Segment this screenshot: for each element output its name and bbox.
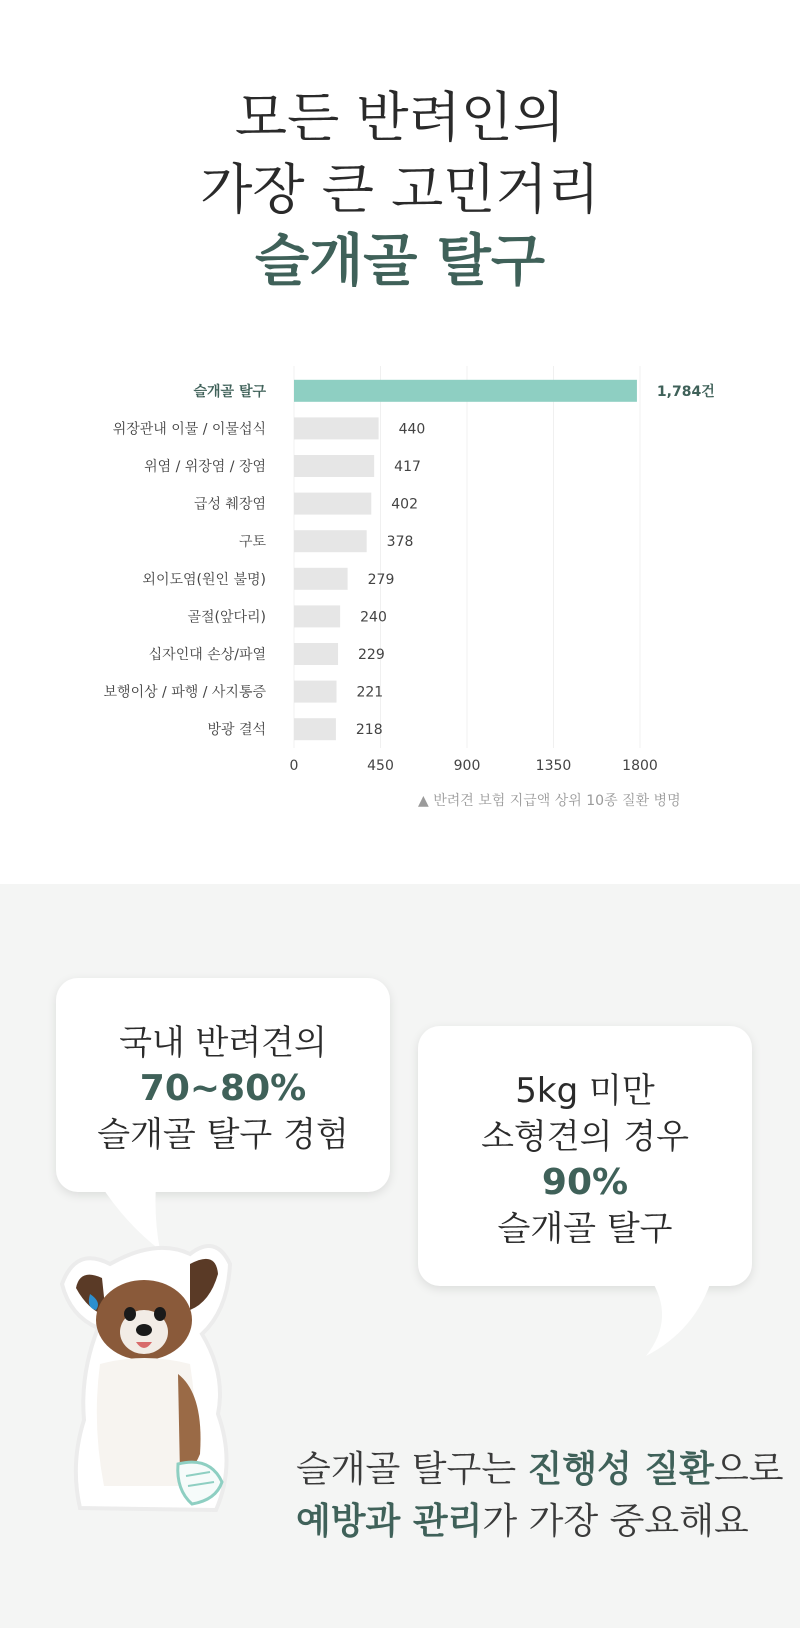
value-label: 1,784건 [656, 383, 715, 400]
category-label: 슬개골 탈구 [193, 383, 266, 400]
value-label: 440 [398, 421, 426, 438]
category-label: 급성 췌장염 [193, 496, 266, 513]
closing-message [296, 1444, 786, 1548]
x-tick-label: 450 [367, 758, 394, 774]
category-label: 위염 / 위장염 / 장염 [144, 459, 266, 475]
chart-caption: ▲ 반려견 보험 지급액 상위 10종 질환 병명 [418, 793, 681, 809]
x-tick-label: 1350 [535, 758, 572, 774]
speech-bubble-left [56, 978, 390, 1192]
category-label: 십자인대 손상/파열 [148, 647, 266, 663]
speech-bubble-right [418, 1026, 752, 1286]
bubble-left-stat: 70~80% [139, 1068, 307, 1109]
bar [294, 681, 336, 703]
bubble-right-line-4: 슬개골 탈구 [497, 1209, 673, 1249]
value-label: 240 [360, 609, 387, 626]
bar [294, 568, 348, 590]
x-tick-label: 1800 [622, 758, 658, 774]
headline [0, 82, 800, 298]
message-part-1: 슬개골 탈구는 [296, 1449, 528, 1490]
category-label: 방광 결석 [207, 722, 266, 739]
disease-bar-chart [0, 360, 800, 780]
speech-bubble-right-tail [646, 1278, 716, 1358]
bubble-right-line-2: 소형견의 경우 [481, 1117, 689, 1157]
bubble-right-line-1: 5kg 미만 [515, 1071, 655, 1111]
message-emphasis-2: 예방과 관리 [296, 1501, 483, 1542]
message-part-5: 가 가장 중요해요 [482, 1501, 749, 1542]
headline-line-2: 가장 큰 고민거리 [200, 158, 600, 221]
message-emphasis-1: 진행성 질환 [527, 1449, 714, 1490]
headline-line-1: 모든 반려인의 [234, 86, 566, 149]
value-label: 378 [386, 534, 414, 551]
bar [294, 417, 379, 439]
value-label: 218 [355, 722, 383, 739]
bubble-left-line-3: 슬개골 탈구 경험 [97, 1115, 349, 1155]
bar [294, 718, 336, 740]
value-label: 417 [394, 459, 421, 475]
bar [294, 530, 367, 552]
bar [294, 605, 340, 627]
value-label: 229 [358, 647, 385, 663]
headline-line-3: 슬개골 탈구 [255, 229, 545, 294]
x-tick-label: 0 [289, 758, 299, 774]
bar [294, 455, 374, 477]
category-label: 구토 [238, 534, 266, 551]
dog-illustration [40, 1224, 250, 1524]
x-tick-label: 900 [453, 758, 481, 774]
message-part-3: 으로 [713, 1449, 784, 1490]
category-label: 외이도염(원인 불명) [142, 571, 266, 588]
category-label: 위장관내 이물 / 이물섭식 [112, 421, 266, 438]
bar [294, 493, 371, 515]
value-label: 221 [356, 684, 384, 701]
bubble-left-line-1: 국내 반려견의 [119, 1023, 327, 1063]
bottom-section [0, 884, 800, 1628]
bubble-right-stat: 90% [541, 1162, 629, 1203]
category-label: 골절(앞다리) [187, 609, 266, 626]
value-label: 279 [367, 571, 395, 588]
bar [294, 380, 637, 402]
bar [294, 643, 338, 665]
value-label: 402 [391, 496, 419, 513]
category-label: 보행이상 / 파행 / 사지통증 [103, 684, 266, 701]
